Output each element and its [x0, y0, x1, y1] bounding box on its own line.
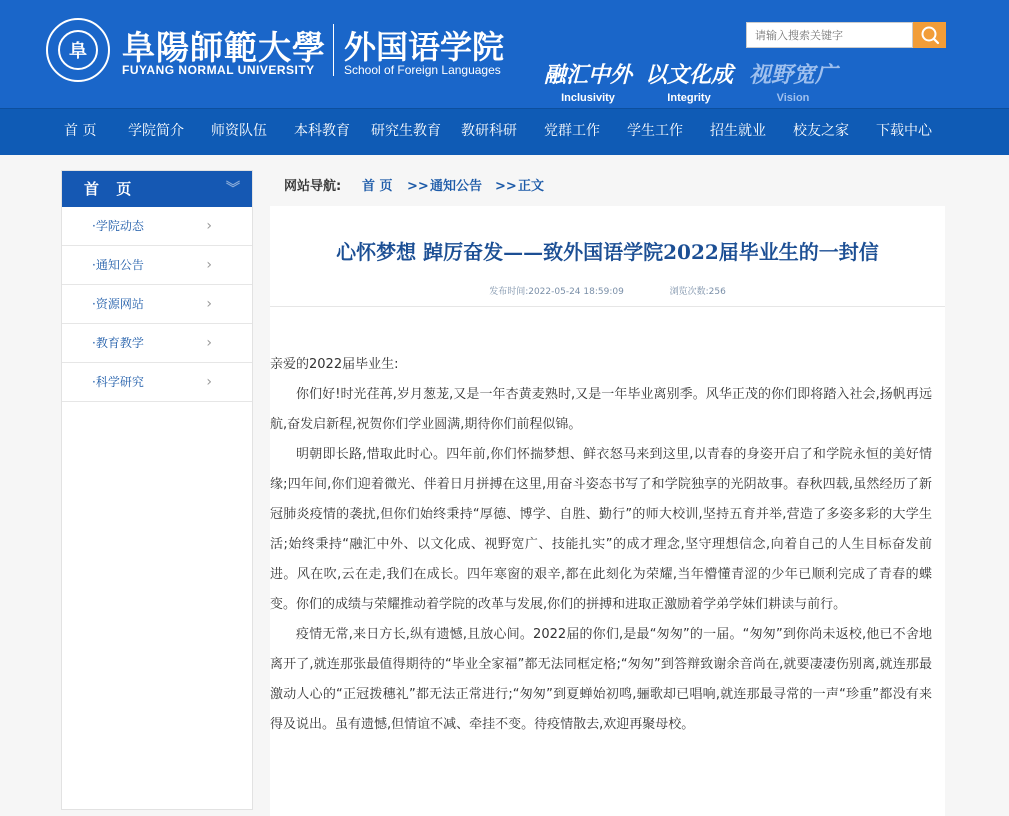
sidebar-item-research[interactable] [62, 363, 252, 402]
nav-admissions[interactable]: 招生就业 [710, 123, 766, 139]
article-title: 心怀梦想 踔厉奋发——致外国语学院2022届毕业生的一封信 [336, 240, 879, 264]
search-input[interactable] [746, 22, 913, 48]
school-name-cn: 外国语学院 [344, 28, 505, 66]
sidebar [61, 170, 253, 810]
divider [270, 306, 945, 307]
nav-faculty[interactable]: 师资队伍 [211, 123, 267, 139]
motto-vision [749, 58, 837, 104]
university-name-en: FUYANG NORMAL UNIVERSITY [122, 63, 315, 77]
article-paragraph: 明朝即长路,惜取此时心。四年前,你们怀揣梦想、鲜衣怒马来到这里,以青春的身姿开启了和学院永恒的美好情缘;四年间,你们迎着微光、伴着日月拼搏在这里,用奋斗姿态书写了和学院独享的光阴故事。春秋四载,虽然经历了新冠肺炎疫情的袭扰,但你们始终秉持“厚德、博学、自胜、勤行”的师大校训,坚持五育并举,营造了多姿多彩的大学生活;始终秉持“融汇中外、以文化成、视野宽广、技能扎实”的成才理念,坚守理想信念,向着自己的人生目标奋发前进。风在吹,云在走,我们在成长。四年寒窗的艰辛,都在此刻化为荣耀,当年懵懂青涩的少年已顺利完成了青春的蝶变。你们的成绩与荣耀推动着学院的改革与发展,你们的拼搏和进取正激励着学弟学妹们耕读与前行。 [270, 447, 932, 612]
sidebar-item-label: ·科学研究 [92, 375, 144, 389]
breadcrumb-current[interactable]: 正文 [518, 179, 545, 194]
motto-cn: 以文化成 [645, 62, 734, 88]
motto-en: Integrity [667, 92, 711, 104]
university-logo[interactable] [46, 18, 110, 82]
chevron-right-icon: › [206, 335, 212, 351]
motto-cn: 视野宽广 [749, 62, 838, 88]
motto-inclusivity [544, 58, 632, 104]
sidebar-item-label: ·资源网站 [92, 297, 144, 311]
nav-about[interactable]: 学院简介 [128, 123, 184, 139]
search-icon [920, 25, 940, 45]
chevron-right-icon: › [206, 257, 212, 273]
main-nav [0, 108, 1009, 155]
breadcrumb-label: 网站导航: [284, 179, 342, 194]
sidebar-header [62, 171, 252, 207]
nav-downloads[interactable]: 下载中心 [876, 123, 932, 139]
breadcrumb-separator: >> [407, 179, 429, 194]
motto-en: Inclusivity [561, 92, 615, 104]
nav-alumni[interactable]: 校友之家 [793, 123, 849, 139]
nav-research[interactable]: 教研科研 [461, 123, 517, 139]
breadcrumb-notices[interactable]: 通知公告 [430, 179, 483, 194]
double-chevron-down-icon: ︾ [226, 181, 240, 197]
logo-seal: 阜 [58, 30, 98, 70]
sidebar-title: 首 页 [84, 180, 138, 198]
nav-graduate[interactable]: 研究生教育 [371, 123, 441, 139]
sidebar-item-label: ·通知公告 [92, 258, 144, 272]
header-divider [333, 24, 334, 76]
sidebar-item-label: ·学院动态 [92, 219, 144, 233]
sidebar-item-teaching[interactable] [62, 324, 252, 363]
article-meta [270, 284, 945, 297]
sidebar-item-news[interactable] [62, 207, 252, 246]
search-box [746, 22, 946, 48]
publish-time: 2022-05-24 18:59:09 [528, 287, 624, 297]
sidebar-item-notices[interactable] [62, 246, 252, 285]
article-body [270, 350, 932, 740]
publish-label: 发布时间: [489, 287, 529, 297]
motto-integrity [645, 58, 733, 104]
breadcrumb-home[interactable]: 首 页 [362, 179, 393, 194]
nav-home[interactable]: 首 页 [64, 123, 97, 139]
motto-cn: 融汇中外 [544, 62, 633, 88]
article-paragraph: 疫情无常,来日方长,纵有遗憾,且放心间。2022届的你们,是最“匆匆”的一届。“匆匆”到你尚未返校,他已不舍地离开了,就连那张最值得期待的“毕业全家福”都无法同框定格;“匆匆”到答辩致谢余音尚在,就要凄凄伤别离,就连那最激动人心的“正冠拨穗礼”都无法正常进行;“匆匆”到夏蝉始初鸣,骊歌却已唱响,就连那最寻常的一声“珍重”都没有来得及说出。虽有遗憾,但情谊不减、牵挂不变。待疫情散去,欢迎再聚母校。 [270, 627, 932, 732]
nav-undergraduate[interactable]: 本科教育 [294, 123, 350, 139]
chevron-right-icon: › [206, 218, 212, 234]
article-greeting: 亲爱的2022届毕业生: [270, 357, 399, 372]
breadcrumb-separator: >> [495, 179, 517, 194]
nav-party[interactable]: 党群工作 [544, 123, 600, 139]
chevron-right-icon: › [206, 374, 212, 390]
views-label: 浏览次数: [669, 287, 709, 297]
views-count: 256 [708, 287, 726, 297]
chevron-right-icon: › [206, 296, 212, 312]
article-paragraph: 你们好!时光荏苒,岁月葱茏,又是一年杏黄麦熟时,又是一年毕业离别季。风华正茂的你们即将踏入社会,扬帆再远航,奋发启新程,祝贺你们学业圆满,期待你们前程似锦。 [270, 387, 932, 432]
school-name-en: School of Foreign Languages [344, 63, 501, 77]
search-button[interactable] [913, 22, 946, 48]
sidebar-item-label: ·教育教学 [92, 336, 144, 350]
breadcrumb [270, 170, 945, 208]
sidebar-item-resources[interactable] [62, 285, 252, 324]
article [270, 206, 945, 816]
university-name-cn: 阜陽師範大學 [122, 28, 326, 67]
nav-students[interactable]: 学生工作 [627, 123, 683, 139]
site-header [0, 0, 1009, 108]
motto-en: Vision [776, 92, 810, 104]
